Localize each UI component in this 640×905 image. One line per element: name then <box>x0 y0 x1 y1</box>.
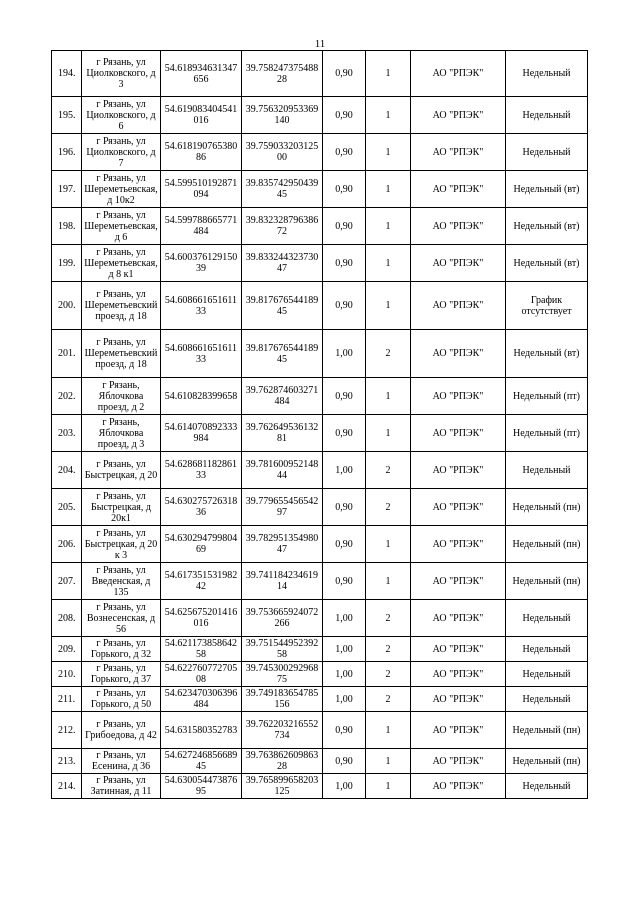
row-number: 209. <box>52 637 82 662</box>
count-cell: 2 <box>366 600 411 637</box>
count-cell: 2 <box>366 452 411 489</box>
volume-cell: 1,00 <box>323 687 366 712</box>
row-number: 201. <box>52 330 82 378</box>
address-cell: г Рязань, ул Шереметьевская, д 8 к1 <box>82 245 161 282</box>
volume-cell: 1,00 <box>323 330 366 378</box>
owner-cell: АО "РПЭК" <box>411 662 506 687</box>
schedule-cell: Недельный (пн) <box>506 749 588 774</box>
table-row <box>52 749 588 774</box>
count-cell: 2 <box>366 330 411 378</box>
longitude-cell: 39.77965545654297 <box>242 489 323 526</box>
page-number: 11 <box>314 38 326 50</box>
latitude-cell: 54.61819076538086 <box>161 134 242 171</box>
longitude-cell: 39.83324432373047 <box>242 245 323 282</box>
schedule-cell: Недельный (пн) <box>506 526 588 563</box>
address-cell: г Рязань, ул Быстрецкая, д 20 <box>82 452 161 489</box>
row-number: 194. <box>52 51 82 97</box>
volume-cell: 0,90 <box>323 134 366 171</box>
owner-cell: АО "РПЭК" <box>411 637 506 662</box>
schedule-cell: Недельный (вт) <box>506 171 588 208</box>
volume-cell: 1,00 <box>323 600 366 637</box>
schedule-cell: График отсутствует <box>506 282 588 330</box>
row-number: 198. <box>52 208 82 245</box>
longitude-cell: 39.753665924072266 <box>242 600 323 637</box>
longitude-cell: 39.756320953369140 <box>242 97 323 134</box>
count-cell: 1 <box>366 563 411 600</box>
volume-cell: 0,90 <box>323 51 366 97</box>
schedule-cell: Недельный <box>506 97 588 134</box>
registry-table <box>51 50 588 799</box>
address-cell: г Рязань, Яблочкова проезд, д 2 <box>82 378 161 415</box>
count-cell: 2 <box>366 687 411 712</box>
longitude-cell: 39.76386260986328 <box>242 749 323 774</box>
table-row <box>52 134 588 171</box>
row-number: 208. <box>52 600 82 637</box>
latitude-cell: 54.63005447387695 <box>161 774 242 799</box>
row-number: 213. <box>52 749 82 774</box>
row-number: 214. <box>52 774 82 799</box>
schedule-cell: Недельный <box>506 637 588 662</box>
volume-cell: 0,90 <box>323 563 366 600</box>
row-number: 195. <box>52 97 82 134</box>
longitude-cell: 39.78160095214844 <box>242 452 323 489</box>
volume-cell: 1,00 <box>323 662 366 687</box>
volume-cell: 0,90 <box>323 245 366 282</box>
volume-cell: 1,00 <box>323 637 366 662</box>
table-body <box>52 51 588 799</box>
count-cell: 1 <box>366 378 411 415</box>
count-cell: 1 <box>366 774 411 799</box>
table-row <box>52 245 588 282</box>
schedule-cell: Недельный (вт) <box>506 330 588 378</box>
count-cell: 1 <box>366 415 411 452</box>
owner-cell: АО "РПЭК" <box>411 563 506 600</box>
table-row <box>52 600 588 637</box>
address-cell: г Рязань, ул Затинная, д 11 <box>82 774 161 799</box>
table-row <box>52 51 588 97</box>
latitude-cell: 54.62117385864258 <box>161 637 242 662</box>
row-number: 212. <box>52 712 82 749</box>
latitude-cell: 54.618934631347656 <box>161 51 242 97</box>
count-cell: 1 <box>366 749 411 774</box>
latitude-cell: 54.614070892333984 <box>161 415 242 452</box>
table-row <box>52 378 588 415</box>
row-number: 210. <box>52 662 82 687</box>
schedule-cell: Недельный (пн) <box>506 712 588 749</box>
longitude-cell: 39.762874603271484 <box>242 378 323 415</box>
address-cell: г Рязань, ул Горького, д 50 <box>82 687 161 712</box>
table-row <box>52 282 588 330</box>
latitude-cell: 54.631580352783 <box>161 712 242 749</box>
table-row <box>52 712 588 749</box>
address-cell: г Рязань, ул Вознесенская, д 56 <box>82 600 161 637</box>
longitude-cell: 39.81767654418945 <box>242 282 323 330</box>
schedule-cell: Недельный <box>506 134 588 171</box>
latitude-cell: 54.62868118286133 <box>161 452 242 489</box>
row-number: 207. <box>52 563 82 600</box>
latitude-cell: 54.625675201416016 <box>161 600 242 637</box>
table-row <box>52 452 588 489</box>
owner-cell: АО "РПЭК" <box>411 97 506 134</box>
owner-cell: АО "РПЭК" <box>411 51 506 97</box>
latitude-cell: 54.60037612915039 <box>161 245 242 282</box>
latitude-cell: 54.62276077270508 <box>161 662 242 687</box>
count-cell: 1 <box>366 712 411 749</box>
table-row <box>52 774 588 799</box>
longitude-cell: 39.765899658203125 <box>242 774 323 799</box>
latitude-cell: 54.63027572631836 <box>161 489 242 526</box>
volume-cell: 0,90 <box>323 378 366 415</box>
table-row <box>52 563 588 600</box>
table-row <box>52 637 588 662</box>
address-cell: г Рязань, ул Быстрецкая, д 20 к 3 <box>82 526 161 563</box>
row-number: 199. <box>52 245 82 282</box>
row-number: 204. <box>52 452 82 489</box>
owner-cell: АО "РПЭК" <box>411 526 506 563</box>
owner-cell: АО "РПЭК" <box>411 489 506 526</box>
count-cell: 1 <box>366 97 411 134</box>
owner-cell: АО "РПЭК" <box>411 452 506 489</box>
schedule-cell: Недельный (пн) <box>506 563 588 600</box>
owner-cell: АО "РПЭК" <box>411 330 506 378</box>
schedule-cell: Недельный <box>506 662 588 687</box>
owner-cell: АО "РПЭК" <box>411 687 506 712</box>
table-row <box>52 526 588 563</box>
table-row <box>52 330 588 378</box>
table-row <box>52 687 588 712</box>
address-cell: г Рязань, ул Шереметьевская, д 10к2 <box>82 171 161 208</box>
schedule-cell: Недельный (пт) <box>506 415 588 452</box>
address-cell: г Рязань, Яблочкова проезд, д 3 <box>82 415 161 452</box>
owner-cell: АО "РПЭК" <box>411 208 506 245</box>
address-cell: г Рязань, ул Циолковского, д 7 <box>82 134 161 171</box>
row-number: 197. <box>52 171 82 208</box>
owner-cell: АО "РПЭК" <box>411 415 506 452</box>
longitude-cell: 39.75154495239258 <box>242 637 323 662</box>
longitude-cell: 39.749183654785156 <box>242 687 323 712</box>
longitude-cell: 39.74530029296875 <box>242 662 323 687</box>
volume-cell: 0,90 <box>323 282 366 330</box>
row-number: 196. <box>52 134 82 171</box>
owner-cell: АО "РПЭК" <box>411 378 506 415</box>
latitude-cell: 54.599788665771484 <box>161 208 242 245</box>
count-cell: 1 <box>366 134 411 171</box>
row-number: 206. <box>52 526 82 563</box>
address-cell: г Рязань, ул Циолковского, д 6 <box>82 97 161 134</box>
address-cell: г Рязань, ул Быстрецкая, д 20к1 <box>82 489 161 526</box>
count-cell: 1 <box>366 171 411 208</box>
owner-cell: АО "РПЭК" <box>411 774 506 799</box>
latitude-cell: 54.61735153198242 <box>161 563 242 600</box>
latitude-cell: 54.60866165161133 <box>161 282 242 330</box>
table-row <box>52 208 588 245</box>
count-cell: 1 <box>366 51 411 97</box>
latitude-cell: 54.63029479980469 <box>161 526 242 563</box>
table-row <box>52 489 588 526</box>
schedule-cell: Недельный (пн) <box>506 489 588 526</box>
address-cell: г Рязань, ул Шереметьевская, д 6 <box>82 208 161 245</box>
longitude-cell: 39.83232879638672 <box>242 208 323 245</box>
schedule-cell: Недельный (вт) <box>506 208 588 245</box>
latitude-cell: 54.610828399658 <box>161 378 242 415</box>
longitude-cell: 39.81767654418945 <box>242 330 323 378</box>
latitude-cell: 54.62724685668945 <box>161 749 242 774</box>
volume-cell: 0,90 <box>323 97 366 134</box>
volume-cell: 1,00 <box>323 452 366 489</box>
count-cell: 2 <box>366 489 411 526</box>
table-row <box>52 415 588 452</box>
schedule-cell: Недельный (вт) <box>506 245 588 282</box>
address-cell: г Рязань, ул Циолковского, д 3 <box>82 51 161 97</box>
latitude-cell: 54.60866165161133 <box>161 330 242 378</box>
volume-cell: 0,90 <box>323 208 366 245</box>
latitude-cell: 54.623470306396484 <box>161 687 242 712</box>
address-cell: г Рязань, ул Горького, д 32 <box>82 637 161 662</box>
address-cell: г Рязань, ул Шереметьевский проезд, д 18 <box>82 330 161 378</box>
schedule-cell: Недельный <box>506 51 588 97</box>
schedule-cell: Недельный <box>506 452 588 489</box>
schedule-cell: Недельный <box>506 687 588 712</box>
owner-cell: АО "РПЭК" <box>411 134 506 171</box>
address-cell: г Рязань, ул Введенская, д 135 <box>82 563 161 600</box>
address-cell: г Рязань, ул Есенина, д 36 <box>82 749 161 774</box>
volume-cell: 0,90 <box>323 489 366 526</box>
address-cell: г Рязань, ул Горького, д 37 <box>82 662 161 687</box>
row-number: 211. <box>52 687 82 712</box>
owner-cell: АО "РПЭК" <box>411 712 506 749</box>
volume-cell: 0,90 <box>323 749 366 774</box>
table-row <box>52 662 588 687</box>
count-cell: 2 <box>366 637 411 662</box>
volume-cell: 1,00 <box>323 774 366 799</box>
address-cell: г Рязань, ул Грибоедова, д 42 <box>82 712 161 749</box>
longitude-cell: 39.75824737548828 <box>242 51 323 97</box>
count-cell: 1 <box>366 282 411 330</box>
row-number: 200. <box>52 282 82 330</box>
count-cell: 1 <box>366 526 411 563</box>
longitude-cell: 39.75903320312500 <box>242 134 323 171</box>
longitude-cell: 39.74118423461914 <box>242 563 323 600</box>
volume-cell: 0,90 <box>323 526 366 563</box>
volume-cell: 0,90 <box>323 712 366 749</box>
longitude-cell: 39.83574295043945 <box>242 171 323 208</box>
latitude-cell: 54.599510192871094 <box>161 171 242 208</box>
table-row <box>52 97 588 134</box>
owner-cell: АО "РПЭК" <box>411 171 506 208</box>
count-cell: 1 <box>366 208 411 245</box>
table-row <box>52 171 588 208</box>
longitude-cell: 39.762203216552734 <box>242 712 323 749</box>
longitude-cell: 39.78295135498047 <box>242 526 323 563</box>
schedule-cell: Недельный (пт) <box>506 378 588 415</box>
longitude-cell: 39.76264953613281 <box>242 415 323 452</box>
schedule-cell: Недельный <box>506 600 588 637</box>
owner-cell: АО "РПЭК" <box>411 282 506 330</box>
owner-cell: АО "РПЭК" <box>411 600 506 637</box>
latitude-cell: 54.619083404541016 <box>161 97 242 134</box>
owner-cell: АО "РПЭК" <box>411 749 506 774</box>
address-cell: г Рязань, ул Шереметьевский проезд, д 18 <box>82 282 161 330</box>
row-number: 205. <box>52 489 82 526</box>
owner-cell: АО "РПЭК" <box>411 245 506 282</box>
row-number: 202. <box>52 378 82 415</box>
count-cell: 1 <box>366 245 411 282</box>
schedule-cell: Недельный <box>506 774 588 799</box>
volume-cell: 0,90 <box>323 171 366 208</box>
count-cell: 2 <box>366 662 411 687</box>
volume-cell: 0,90 <box>323 415 366 452</box>
row-number: 203. <box>52 415 82 452</box>
